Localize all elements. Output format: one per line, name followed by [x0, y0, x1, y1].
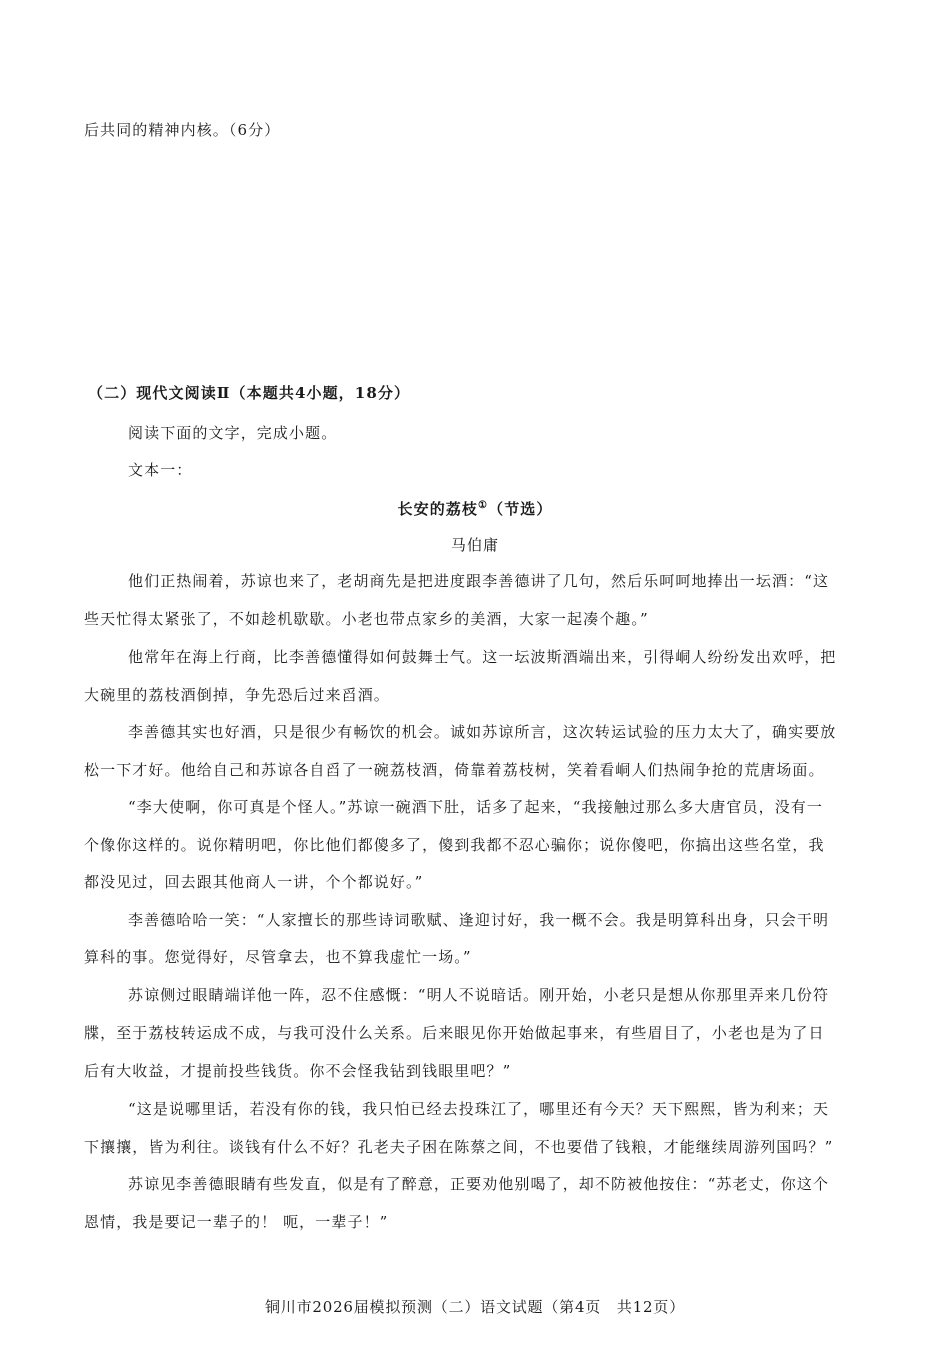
body-line: 松一下才好。他给自己和苏谅各自舀了一碗荔枝酒，倚靠着荔枝树，笑着看峒人们热闹争抢的荒唐场面。: [84, 761, 825, 779]
body-line: 个像你这样的。说你精明吧，你比他们都傻多了，傻到我都不忍心骗你；说你傻吧，你搞出这些名堂，我: [84, 836, 825, 854]
body-line: 都没见过，回去跟其他商人一讲，个个都说好。”: [84, 873, 424, 891]
article-title-suffix: （节选）: [488, 500, 553, 518]
text-label: 文本一：: [128, 461, 193, 479]
body-line: 他常年在海上行商，比李善德懂得如何鼓舞士气。这一坛波斯酒端出来，引得峒人纷纷发出欢呼，把: [128, 648, 837, 666]
page-footer: 铜川市2026届模拟预测（二）语文试题（第4页 共12页）: [264, 1298, 685, 1316]
body-line: 后有大收益，才提前投些钱货。你不会怪我钻到钱眼里吧？”: [84, 1062, 512, 1080]
body-line: 苏谅见李善德眼睛有些发直，似是有了醉意，正要劝他别喝了，却不防被他按住：“苏老丈，你这个: [128, 1175, 830, 1193]
body-line: 些天忙得太紧张了，不如趁机歇歇。小老也带点家乡的美酒，大家一起凑个趣。”: [84, 610, 649, 628]
body-line: “李大使啊，你可真是个怪人。”苏谅一碗酒下肚，话多了起来，“我接触过那么多大唐官员，没有一: [128, 798, 824, 816]
body-line: 苏谅侧过眼睛端详他一阵，忍不住感慨：“明人不说暗话。刚开始，小老只是想从你那里弄来几份符: [128, 986, 830, 1004]
body-line: 大碗里的荔枝酒倒掉，争先恐后过来舀酒。: [84, 686, 390, 704]
article-title: [0, 496, 950, 519]
body-line: 下攘攘，皆为利往。谈钱有什么不好？孔老夫子困在陈蔡之间，不也要借了钱粮，才能继续周游列国吗？”: [84, 1138, 834, 1156]
footnote-marker: ①: [478, 500, 489, 511]
body-line: 李善德其实也好酒，只是很少有畅饮的机会。诚如苏谅所言，这次转运试验的压力太大了，确实要放: [128, 723, 837, 741]
body-line: 恩情，我是要记一辈子的！ 呃，一辈子！”: [84, 1213, 389, 1231]
reading-instruction: 阅读下面的文字，完成小题。: [128, 424, 338, 442]
article-author: 马伯庸: [450, 536, 500, 554]
section-heading: （二）现代文阅读Ⅱ（本题共4小题，18分）: [88, 384, 411, 402]
previous-question-tail: 后共同的精神内核。（6分）: [84, 121, 281, 139]
body-line: “这是说哪里话，若没有你的钱，我只怕已经去投珠江了，哪里还有今天？天下熙熙，皆为利来；天: [128, 1100, 830, 1118]
article-title-text: 长安的荔枝: [397, 500, 479, 518]
body-line: 算科的事。您觉得好，尽管拿去，也不算我虚忙一场。”: [84, 948, 472, 966]
body-line: 牒，至于荔枝转运成不成，与我可没什么关系。后来眼见你开始做起事来，有些眉目了，小老也是为了日: [84, 1024, 825, 1042]
body-line: 李善德哈哈一笑：“人家擅长的那些诗词歌赋、逢迎讨好，我一概不会。我是明算科出身，只会干明: [128, 911, 830, 929]
body-line: 他们正热闹着，苏谅也来了，老胡商先是把进度跟李善德讲了几句，然后乐呵呵地捧出一坛酒：“这: [128, 572, 830, 590]
